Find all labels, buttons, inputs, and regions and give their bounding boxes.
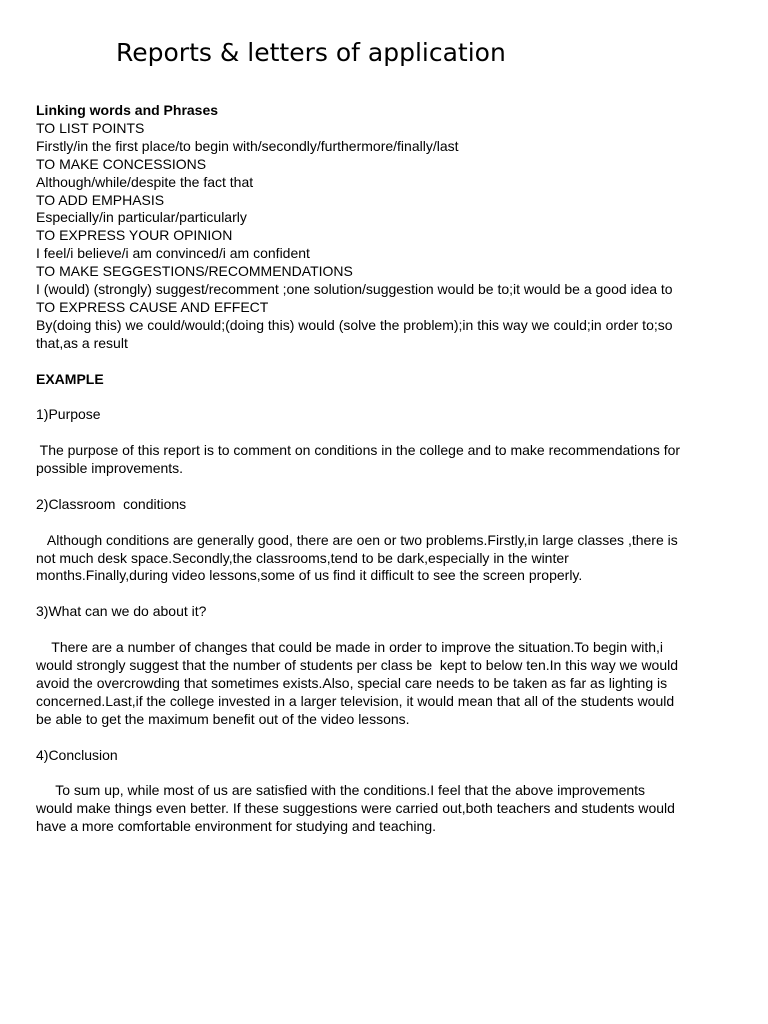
actions-line-2: would strongly suggest that the number of students per class be kept to below ten.In this way we would <box>36 656 679 673</box>
spacer <box>36 424 736 442</box>
opinion-text: I feel/i believe/i am convinced/i am confident <box>36 245 310 262</box>
spacer <box>36 764 736 782</box>
suggestions-heading: TO MAKE SEGGESTIONS/RECOMMENDATIONS <box>36 263 353 280</box>
spacer <box>36 621 736 639</box>
actions-line-5: be able to get the maximum benefit out of the video lessons. <box>36 710 410 727</box>
spacer <box>36 478 736 496</box>
purpose-heading: 1)Purpose <box>36 406 101 423</box>
purpose-line-1: The purpose of this report is to comment on conditions in the college and to make recommendations for <box>36 442 681 459</box>
actions-line-3: avoid the overcrowding that sometimes exists.Also, special care needs to be taken as far as lighting is <box>36 674 668 691</box>
spacer <box>36 729 736 747</box>
linking-heading: Linking words and Phrases <box>36 102 219 118</box>
classroom-line-1: Although conditions are generally good, there are oen or two problems.Firstly,in large classes ,there is <box>36 531 678 548</box>
document-body <box>36 102 736 836</box>
opinion-heading: TO EXPRESS YOUR OPINION <box>36 227 233 244</box>
emphasis-heading: TO ADD EMPHASIS <box>36 191 165 208</box>
spacer <box>36 353 736 371</box>
purpose-line-2: possible improvements. <box>36 460 184 477</box>
cause-heading: TO EXPRESS CAUSE AND EFFECT <box>36 298 269 315</box>
concessions-heading: TO MAKE CONCESSIONS <box>36 155 207 172</box>
conclusion-line-1: To sum up, while most of us are satisfied with the conditions.I feel that the above improvements <box>36 782 646 799</box>
list-points-heading: TO LIST POINTS <box>36 119 145 136</box>
emphasis-text: Especially/in particular/particularly <box>36 209 247 226</box>
document-title: Reports & letters of application <box>116 38 506 67</box>
actions-heading: 3)What can we do about it? <box>36 603 207 620</box>
conclusion-line-3: have a more comfortable environment for studying and teaching. <box>36 818 437 835</box>
example-heading: EXAMPLE <box>36 370 104 387</box>
cause-text-line-2: that,as a result <box>36 334 128 351</box>
cause-text-line-1: By(doing this) we could/would;(doing this) would (solve the problem);in this way we could;in order to;so <box>36 316 673 333</box>
concessions-text: Although/while/despite the fact that <box>36 173 254 190</box>
classroom-line-2: not much desk space.Secondly,the classrooms,tend to be dark,especially in the winter <box>36 549 569 566</box>
classroom-heading: 2)Classroom conditions <box>36 495 187 512</box>
conclusion-heading: 4)Conclusion <box>36 746 118 763</box>
list-points-text: Firstly/in the first place/to begin with/secondly/furthermore/finally/last <box>36 137 459 154</box>
classroom-line-3: months.Finally,during video lessons,some of us find it difficult to see the screen properly. <box>36 567 583 584</box>
spacer <box>36 514 736 532</box>
spacer <box>36 585 736 603</box>
suggestions-text: I (would) (strongly) suggest/recomment ;one solution/suggestion would be to;it would be a good idea to <box>36 281 673 298</box>
spacer <box>36 388 736 406</box>
actions-line-1: There are a number of changes that could be made in order to improve the situation.To begin with,i <box>36 639 663 656</box>
actions-line-4: concerned.Last,if the college invested in a larger television, it would mean that all of the students would <box>36 692 675 709</box>
conclusion-line-2: would make things even better. If these suggestions were carried out,both teachers and students would <box>36 800 675 817</box>
